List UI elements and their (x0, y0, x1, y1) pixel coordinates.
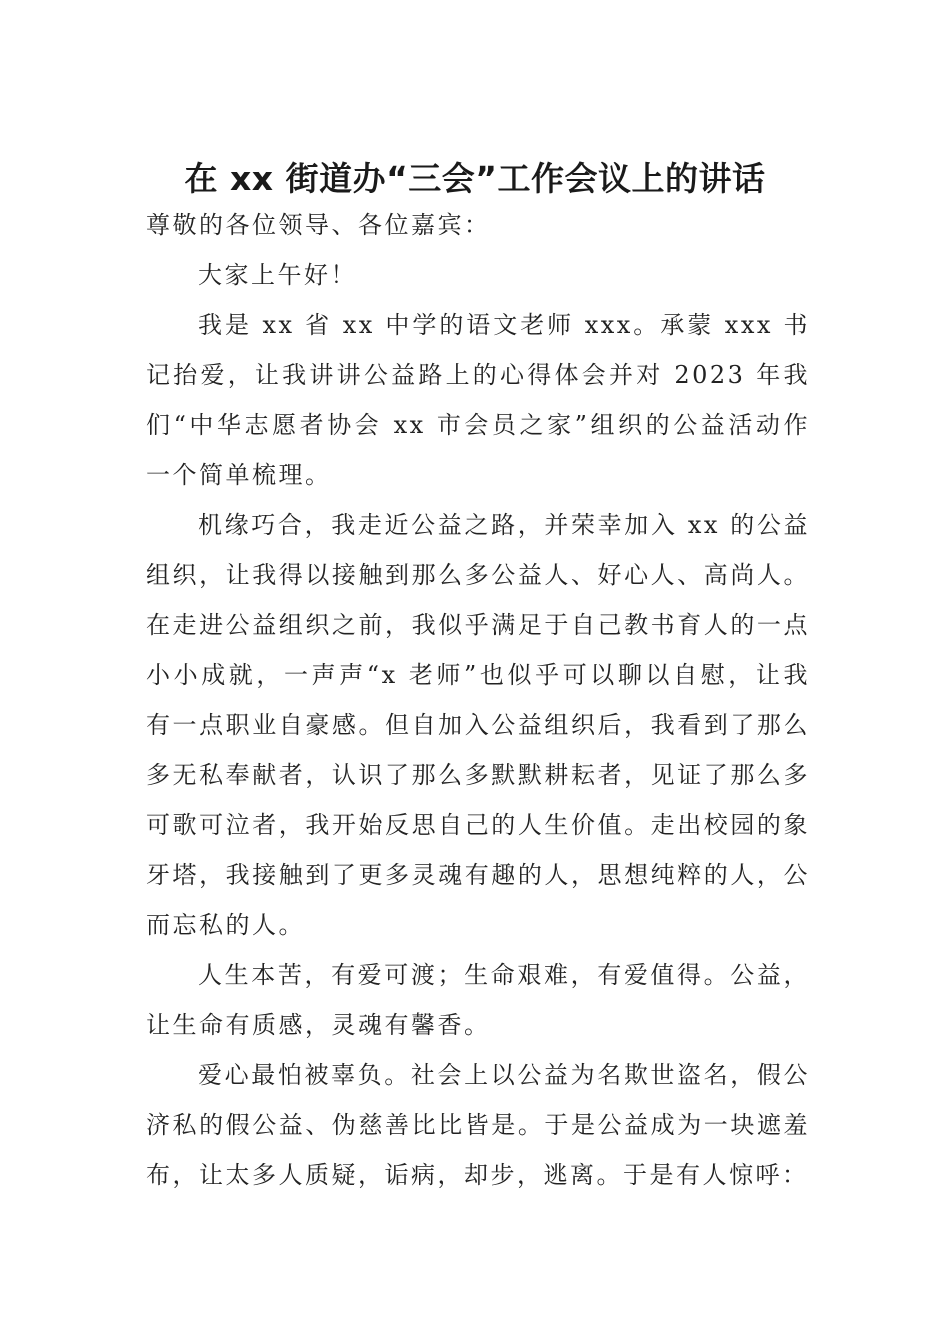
paragraph: 机缘巧合，我走近公益之路，并荣幸加入 xx 的公益组织，让我得以接触到那么多公益人、好心人、高尚人。在走进公益组织之前，我似乎满足于自己教书育人的一点小小成就，一声声“x 老师”也似乎可以聊以自慰，让我有一点职业自豪感。但自加入公益组织后，我看到了那么多无私奉献者，认识了那么多默默耕耘者，见证了那么多可歌可泣者，我开始反思自己的人生价值。走出校园的象牙塔，我接触到了更多灵魂有趣的人，思想纯粹的人，公而忘私的人。 (146, 511, 810, 939)
document-body (146, 200, 810, 1200)
paragraph: 我是 xx 省 xx 中学的语文老师 xxx。承蒙 xxx 书记抬爱，让我讲讲公益路上的心得体会并对 2023 年我们“中华志愿者协会 xx 市会员之家”组织的公益活动作一个简单梳理。 (146, 311, 810, 489)
greeting: 大家上午好！ (198, 261, 357, 289)
salutation: 尊敬的各位领导、各位嘉宾： (146, 211, 491, 239)
document-title: 在 xx 街道办“三会”工作会议上的讲话 (184, 159, 766, 198)
paragraph: 爱心最怕被辜负。社会上以公益为名欺世盗名，假公济私的假公益、伪慈善比比皆是。于是公益成为一块遮羞布，让太多人质疑，诟病，却步，逃离。于是有人惊呼： (146, 1061, 810, 1189)
paragraph: 人生本苦，有爱可渡；生命艰难，有爱值得。公益，让生命有质感，灵魂有馨香。 (146, 961, 810, 1039)
